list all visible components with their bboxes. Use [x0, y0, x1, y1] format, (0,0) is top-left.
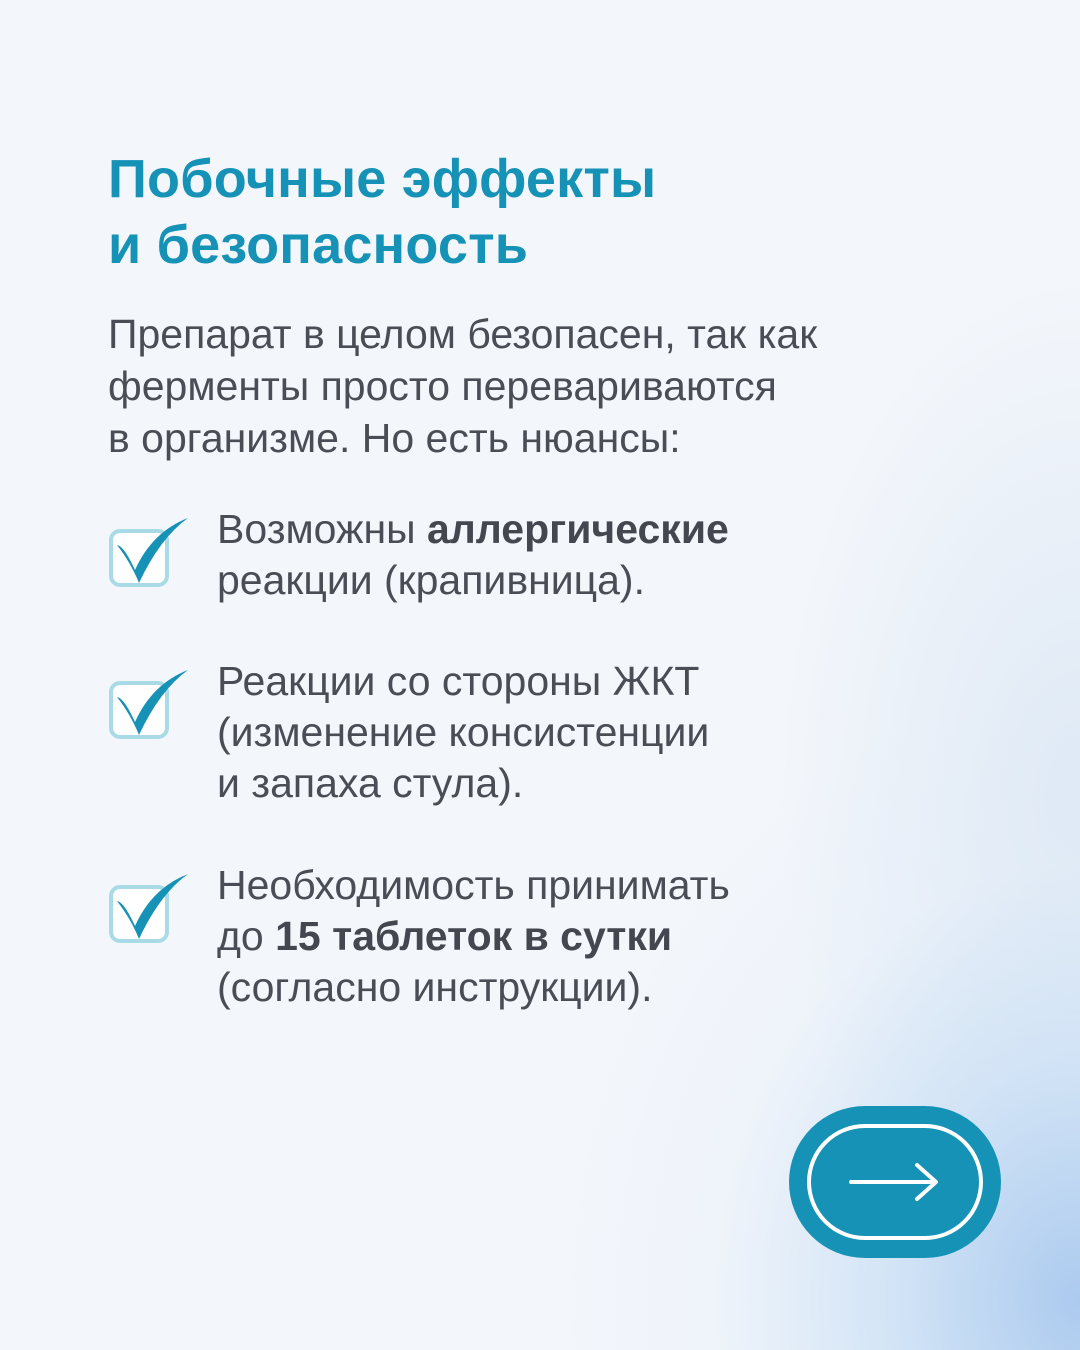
list-item-text-bold: 15 таблеток в сутки	[275, 913, 673, 959]
list-item-line-2: реакции (крапивница).	[217, 557, 645, 603]
checkbox-checked-icon	[108, 660, 194, 740]
page-title	[108, 146, 968, 278]
checkbox-checked-icon	[108, 864, 194, 944]
list-item-line-1: Необходимость принимать	[217, 862, 730, 908]
list-item-line-1: Реакции со стороны ЖКТ	[217, 658, 700, 704]
list-item-gi-reactions	[108, 656, 1008, 826]
arrow-right-icon	[849, 1162, 941, 1202]
title-line-1: Побочные эффекты	[108, 149, 657, 209]
list-item-line-2	[217, 911, 730, 962]
list-item-allergy	[108, 504, 1008, 674]
checkbox-checked-icon	[108, 508, 194, 588]
title-line-2: и безопасность	[108, 215, 529, 275]
intro-line-2: ферменты просто перевариваются	[108, 363, 777, 409]
list-item-line-3: и запаха стула).	[217, 760, 524, 806]
list-item-line-2: (изменение консистенции	[217, 709, 710, 755]
next-slide-button[interactable]	[789, 1106, 1001, 1258]
list-item-text	[217, 504, 729, 606]
intro-line-1: Препарат в целом безопасен, так как	[108, 311, 818, 357]
list-item-dosage	[108, 860, 1008, 1030]
list-item-text	[217, 860, 730, 1013]
list-item-text-bold: аллергические	[426, 506, 729, 552]
list-item-text	[217, 656, 709, 809]
list-item-line-1	[217, 504, 729, 555]
intro-paragraph	[108, 308, 1008, 464]
list-item-text-normal: Возможны	[217, 506, 427, 552]
list-item-line-3: (согласно инструкции).	[217, 964, 653, 1010]
intro-line-3: в организме. Но есть нюансы:	[108, 415, 681, 461]
list-item-text-normal: до	[217, 913, 276, 959]
